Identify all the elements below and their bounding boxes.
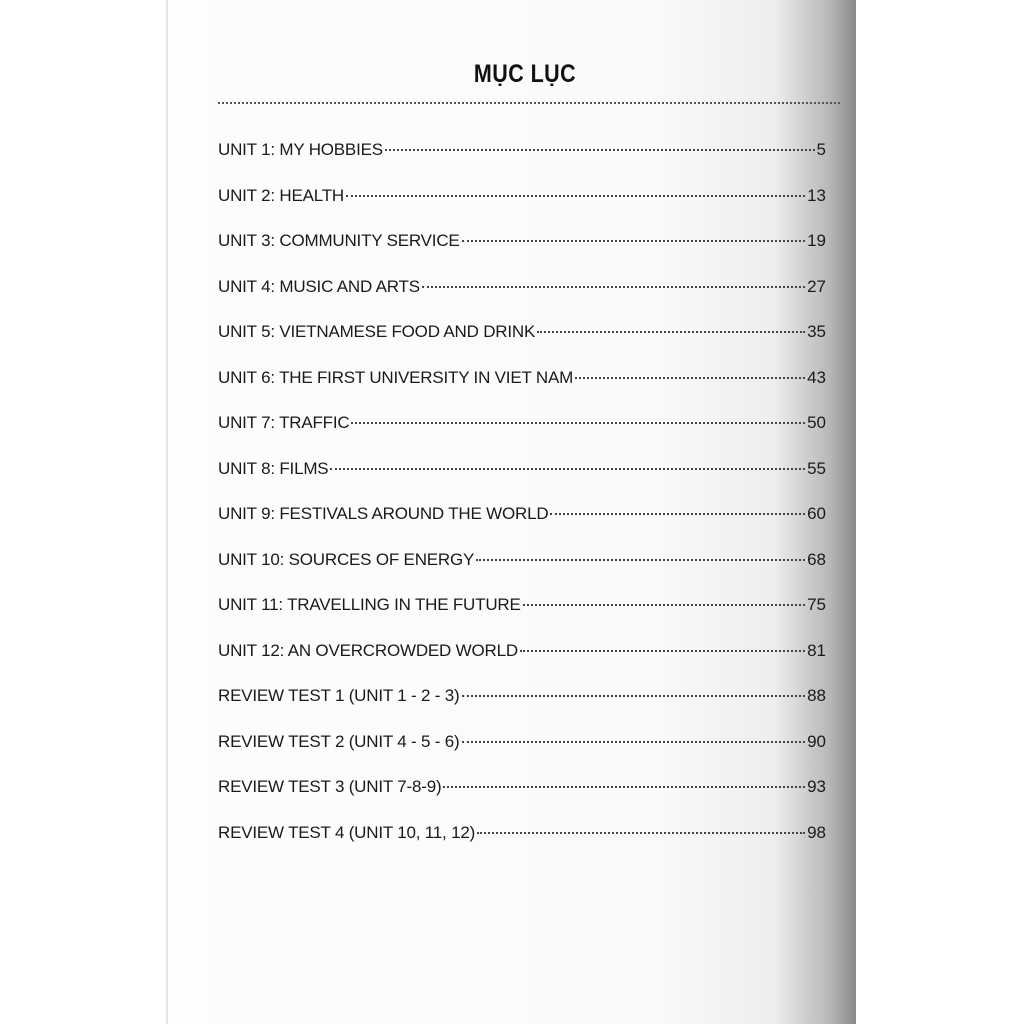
toc-dot-leader [462, 695, 806, 697]
toc-dot-leader [385, 149, 815, 151]
toc-entry-title: UNIT 2: HEALTH [218, 185, 344, 205]
toc-dot-leader [443, 786, 805, 788]
toc-entry-title: UNIT 8: FILMS [218, 458, 329, 478]
toc-entry-title: UNIT 12: AN OVERCROWDED WORLD [218, 640, 518, 660]
toc-dot-leader [523, 604, 805, 606]
toc-entry [218, 277, 826, 323]
toc-page-number: 27 [807, 276, 826, 296]
page-title: MỤC LỤC [473, 60, 577, 88]
toc-entry [218, 368, 826, 414]
toc-entry-title: REVIEW TEST 1 (UNIT 1 - 2 - 3) [218, 686, 460, 705]
toc-entry [218, 459, 826, 505]
toc-dot-leader [346, 195, 805, 197]
toc-entry [218, 777, 826, 823]
toc-dot-leader [422, 286, 805, 288]
toc-page-number: 60 [807, 504, 826, 523]
toc-entry [218, 550, 826, 596]
toc-entry-title: UNIT 5: VIETNAMESE FOOD AND DRINK [218, 322, 536, 341]
toc-entry [218, 413, 826, 459]
toc-dot-leader [550, 513, 805, 515]
toc-page-number: 75 [807, 595, 826, 614]
book-page [168, 0, 856, 1024]
toc-page-number: 90 [807, 731, 826, 751]
toc-entry [218, 186, 826, 232]
toc-page-number: 35 [807, 322, 826, 341]
toc-page-number: 5 [816, 140, 826, 159]
toc-dot-leader [575, 377, 805, 379]
table-of-contents [218, 140, 826, 868]
toc-entry [218, 686, 826, 732]
toc-dot-leader [477, 832, 805, 834]
toc-dot-leader [476, 559, 805, 561]
toc-entry-title: UNIT 6: THE FIRST UNIVERSITY IN VIET NAM [218, 367, 574, 387]
toc-entry [218, 504, 826, 550]
toc-dot-leader [330, 468, 805, 470]
toc-page-number: 88 [807, 686, 826, 705]
toc-page-number: 19 [807, 231, 826, 250]
toc-entry-title: REVIEW TEST 2 (UNIT 4 - 5 - 6) [218, 731, 460, 751]
toc-entry-title: UNIT 9: FESTIVALS AROUND THE WORLD [218, 504, 549, 523]
toc-entry-title: UNIT 4: MUSIC AND ARTS [218, 276, 420, 296]
toc-entry [218, 231, 826, 277]
toc-dot-leader [462, 240, 806, 242]
toc-page-number: 98 [807, 822, 826, 842]
toc-entry [218, 595, 826, 641]
toc-page-number: 93 [807, 777, 826, 796]
toc-dot-leader [351, 422, 805, 424]
toc-entry-title: UNIT 11: TRAVELLING IN THE FUTURE [218, 595, 521, 614]
toc-page-number: 13 [807, 185, 826, 205]
toc-dot-leader [462, 741, 806, 743]
toc-page-number: 43 [807, 367, 826, 387]
toc-dot-leader [520, 650, 805, 652]
toc-entry [218, 732, 826, 778]
toc-entry-title: UNIT 7: TRAFFIC [218, 413, 350, 432]
toc-entry-title: REVIEW TEST 3 (UNIT 7-8-9) [218, 777, 442, 796]
title-divider [218, 102, 840, 104]
toc-entry-title: UNIT 1: MY HOBBIES [218, 140, 383, 159]
toc-entry-title: REVIEW TEST 4 (UNIT 10, 11, 12) [218, 822, 476, 842]
toc-dot-leader [537, 331, 805, 333]
toc-entry-title: UNIT 10: SOURCES OF ENERGY [218, 549, 475, 569]
toc-page-number: 55 [807, 458, 826, 478]
toc-entry [218, 322, 826, 368]
toc-entry-title: UNIT 3: COMMUNITY SERVICE [218, 231, 460, 250]
toc-page-number: 81 [807, 640, 826, 660]
toc-page-number: 50 [807, 413, 826, 432]
toc-entry [218, 823, 826, 869]
toc-entry [218, 641, 826, 687]
toc-entry [218, 140, 826, 186]
toc-page-number: 68 [807, 549, 826, 569]
